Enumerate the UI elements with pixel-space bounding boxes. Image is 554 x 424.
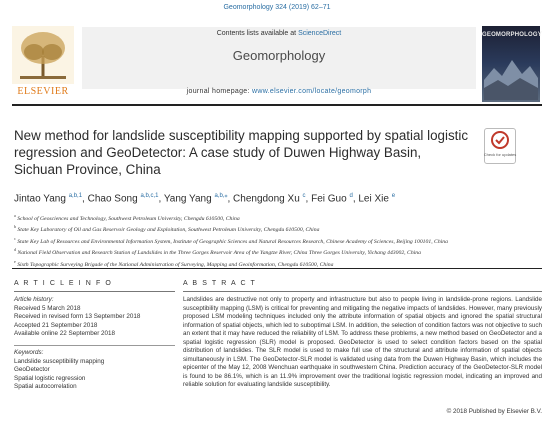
cover-title: GEOMORPHOLOGY: [482, 32, 542, 38]
journal-name: Geomorphology: [232, 48, 326, 63]
history-item: Available online 22 September 2018: [14, 330, 116, 337]
author-name[interactable]: Lei Xie: [358, 193, 389, 205]
keywords: [14, 349, 175, 392]
article-title: New method for landslide susceptibility mapping supported by spatial logistic regression and GeoDetector: A case study of Duwen Highway Basin, Sichuan Province, China: [14, 128, 469, 177]
journal-citation[interactable]: Geomorphology 324 (2019) 62–71: [223, 4, 331, 11]
author-name[interactable]: Yang Yang: [163, 193, 212, 205]
affiliation-item: $^a$ School of Geosciences and Technology, Southwest Petroleum University, Chengdu 610500, China: [14, 213, 240, 222]
homepage-prefix: journal homepage:: [186, 88, 252, 95]
author-affil-mark[interactable]: a,b,c,1: [140, 193, 159, 199]
keyword-item: Landslide susceptibility mapping: [14, 357, 105, 365]
keywords-label: Keywords:: [14, 349, 44, 356]
cover-landscape-icon: [484, 50, 538, 100]
affiliation-list: [14, 212, 540, 269]
keyword-item: Spatial logistic regression: [14, 374, 86, 382]
article-info-heading: A R T I C L E I N F O: [14, 280, 113, 287]
contents-prefix: Contents lists available at: [216, 30, 299, 37]
abstract-heading: A B S T R A C T: [183, 280, 257, 287]
keywords-rule: [14, 345, 175, 346]
keyword-item: GeoDetector: [14, 366, 50, 373]
history-label: Article history:: [14, 296, 54, 303]
author-name[interactable]: Fei Guo: [311, 193, 347, 205]
author-affil-mark[interactable]: d: [349, 193, 353, 199]
copyright-notice: © 2018 Published by Elsevier B.V.: [446, 408, 542, 415]
author-name[interactable]: Jintao Yang: [14, 193, 66, 205]
header-rule: [12, 104, 542, 106]
history-item: Accepted 21 September 2018: [14, 321, 98, 329]
abstract-rule: [183, 291, 542, 292]
keyword-item: Spatial autocorrelation: [14, 383, 77, 390]
author-affil-mark[interactable]: c: [302, 193, 306, 199]
author-name[interactable]: Chao Song: [87, 193, 138, 205]
affiliation-item: $^b$ State Key Laboratory of Oil and Gas Reservoir Geology and Exploitation, Southwest Petroleum University, Chengdu 610500, China: [14, 224, 320, 234]
section-rule: [12, 268, 542, 269]
article-info-rule: [14, 291, 175, 292]
author-affil-mark[interactable]: e: [391, 193, 396, 199]
article-history: [14, 296, 175, 339]
check-for-updates-button[interactable]: [484, 128, 516, 164]
sciencedirect-link[interactable]: ScienceDirect: [298, 30, 342, 37]
journal-homepage: [82, 88, 476, 95]
check-updates-label: Check for updates: [483, 152, 517, 157]
affiliation-item: $^c$ State Key Lab of Resources and Environmental Information System, Institute of Geographic Sciences and Natural Resources Research, Chinese Academy of Sciences, Beijing 100101, China: [14, 235, 448, 245]
author-list: Jintao Yang $^{a,b,1}$, Chao Song $^{a,b,c,1}$, Yang Yang $^{a,b,⁎}$, Chengdong Xu $^c$, Fei Guo $^d$, Lei Xie $^e$: [14, 193, 396, 205]
history-item: Received in revised form 13 September 2018: [14, 313, 141, 320]
homepage-link[interactable]: www.elsevier.com/locate/geomorph: [252, 88, 372, 95]
contents-line: [82, 30, 476, 37]
elsevier-wordmark: ELSEVIER: [17, 86, 69, 97]
affiliation-item: $^d$ National Field Observation and Research Station of Landslides in the Three Gorges Reservoir Area of the Yangtze River, China Three Gorges University, Yichang 443002, China: [14, 247, 421, 257]
author-affil-mark[interactable]: a,b,1: [68, 193, 83, 199]
check-updates-icon: [485, 129, 515, 151]
abstract-text: Landslides are destructive not only to property and infrastructure but also to people living in landslide-prone regions. Landslide susceptibility mapping (LSM) is critical for preventing and mitigating the negative impacts of landslides. However, many previously proposed LSM modeling techniques included only the attribute information of spatial objects and ignored the spatial structural information of spatial objects, which led to suboptimal LSM. In addition, the selection of condition factors was not objective to such an extent that it may have reduced the reliability of LSM. To address these problems, a new method based on GeoDetector and a spatial logistic regression (SLR) model is proposed. GeoDetector is used to select condition factors based on the spatial distribution of landslides. The SLR model is used to make full use of the structural and attribute information of spatial objects simultaneously in LSM. The GeoDetector-SLR model is validated using data from the Duwen Highway Basin, which includes the epicenter of the May 12, 2008 Wenchuan earthquake in southwestern China. Prediction accuracy of the GeoDetector-SLR model is found to be 86.1%, which is an 11.9% improvement over the traditional logistic regression model, indicating an improved and reliable solution for evaluating landslide susceptibility.: [183, 296, 542, 388]
author-affil-mark[interactable]: a,b,⁎: [214, 193, 228, 199]
author-name[interactable]: Chengdong Xu: [233, 193, 300, 205]
affiliation-item: $^e$ Sixth Topographic Surveying Brigade of the National Administration of Surveying, Mapping and Geoinformation, Chengdu 610500, China: [14, 258, 334, 268]
history-item: Received 5 March 2018: [14, 304, 81, 312]
